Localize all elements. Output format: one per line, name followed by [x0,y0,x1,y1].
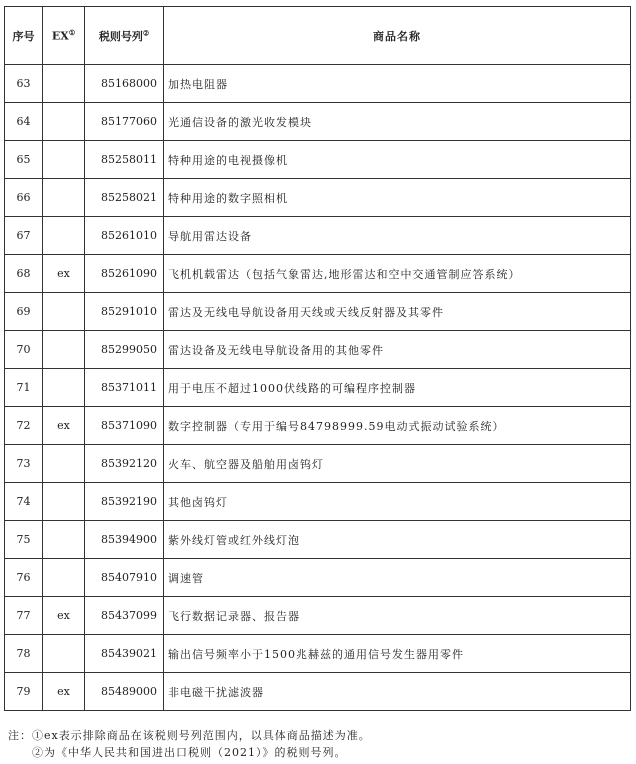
cell-code: 85392120 [85,445,164,483]
cell-ex: ex [43,255,85,293]
footnote-mark-2: ② [142,27,150,37]
cell-name: 非电磁干扰滤波器 [164,673,631,711]
tariff-table [4,6,631,711]
table-row [5,673,631,711]
header-code [85,7,164,65]
cell-code: 85489000 [85,673,164,711]
cell-name: 其他卤钨灯 [164,483,631,521]
cell-ex [43,521,85,559]
cell-seq: 65 [5,141,43,179]
cell-code: 85437099 [85,597,164,635]
cell-seq: 74 [5,483,43,521]
table-row [5,293,631,331]
cell-name: 输出信号频率小于1500兆赫兹的通用信号发生器用零件 [164,635,631,673]
cell-name: 加热电阻器 [164,65,631,103]
cell-name: 光通信设备的激光收发模块 [164,103,631,141]
header-ex-label: EX [51,29,69,43]
cell-ex [43,331,85,369]
cell-code: 85291010 [85,293,164,331]
table-row [5,331,631,369]
cell-ex [43,559,85,597]
cell-name: 数字控制器（专用于编号84798999.59电动式振动试验系统） [164,407,631,445]
cell-ex [43,103,85,141]
cell-name: 特种用途的数字照相机 [164,179,631,217]
table-row [5,445,631,483]
cell-ex [43,369,85,407]
cell-ex: ex [43,407,85,445]
cell-name: 雷达及无线电导航设备用天线或天线反射器及其零件 [164,293,631,331]
cell-ex: ex [43,673,85,711]
cell-ex [43,293,85,331]
cell-code: 85261090 [85,255,164,293]
table-row [5,141,631,179]
cell-code: 85392190 [85,483,164,521]
header-ex [43,7,85,65]
cell-code: 85261010 [85,217,164,255]
header-name: 商品名称 [164,7,631,65]
cell-name: 火车、航空器及船舶用卤钨灯 [164,445,631,483]
cell-seq: 79 [5,673,43,711]
table-header-row [5,7,631,65]
footnotes [8,727,371,761]
cell-code: 85439021 [85,635,164,673]
cell-seq: 72 [5,407,43,445]
cell-ex [43,445,85,483]
cell-code: 85371090 [85,407,164,445]
cell-seq: 78 [5,635,43,673]
cell-code: 85177060 [85,103,164,141]
cell-code: 85299050 [85,331,164,369]
cell-name: 用于电压不超过1000伏线路的可编程序控制器 [164,369,631,407]
cell-seq: 66 [5,179,43,217]
cell-code: 85258011 [85,141,164,179]
table-row [5,179,631,217]
table-row [5,65,631,103]
cell-seq: 76 [5,559,43,597]
cell-name: 导航用雷达设备 [164,217,631,255]
table-row [5,559,631,597]
cell-ex [43,65,85,103]
cell-name: 雷达设备及无线电导航设备用的其他零件 [164,331,631,369]
table-row [5,103,631,141]
cell-name: 特种用途的电视摄像机 [164,141,631,179]
footnote-mark-1: ① [68,28,76,38]
cell-ex: ex [43,597,85,635]
cell-ex [43,635,85,673]
cell-seq: 75 [5,521,43,559]
table-row [5,483,631,521]
cell-ex [43,483,85,521]
footnote-2: ②为《中华人民共和国进出口税则（2021）》的税则号列。 [32,746,347,759]
table-row [5,597,631,635]
cell-ex [43,141,85,179]
table-row [5,407,631,445]
table-row [5,635,631,673]
table-row [5,255,631,293]
cell-seq: 63 [5,65,43,103]
cell-seq: 69 [5,293,43,331]
table-row [5,521,631,559]
cell-seq: 68 [5,255,43,293]
cell-seq: 70 [5,331,43,369]
footnote-1: 注：①ex表示排除商品在该税则号列范围内，以具体商品描述为准。 [8,729,371,742]
cell-seq: 64 [5,103,43,141]
cell-ex [43,217,85,255]
cell-code: 85394900 [85,521,164,559]
cell-name: 飞机机载雷达（包括气象雷达,地形雷达和空中交通管制应答系统） [164,255,631,293]
cell-seq: 67 [5,217,43,255]
header-seq: 序号 [5,7,43,65]
header-code-label: 税则号列 [98,29,143,43]
cell-seq: 77 [5,597,43,635]
cell-name: 调速管 [164,559,631,597]
cell-code: 85407910 [85,559,164,597]
cell-ex [43,179,85,217]
table-row [5,369,631,407]
cell-code: 85168000 [85,65,164,103]
cell-seq: 71 [5,369,43,407]
table-row [5,217,631,255]
cell-code: 85371011 [85,369,164,407]
cell-name: 紫外线灯管或红外线灯泡 [164,521,631,559]
cell-name: 飞行数据记录器、报告器 [164,597,631,635]
cell-code: 85258021 [85,179,164,217]
cell-seq: 73 [5,445,43,483]
